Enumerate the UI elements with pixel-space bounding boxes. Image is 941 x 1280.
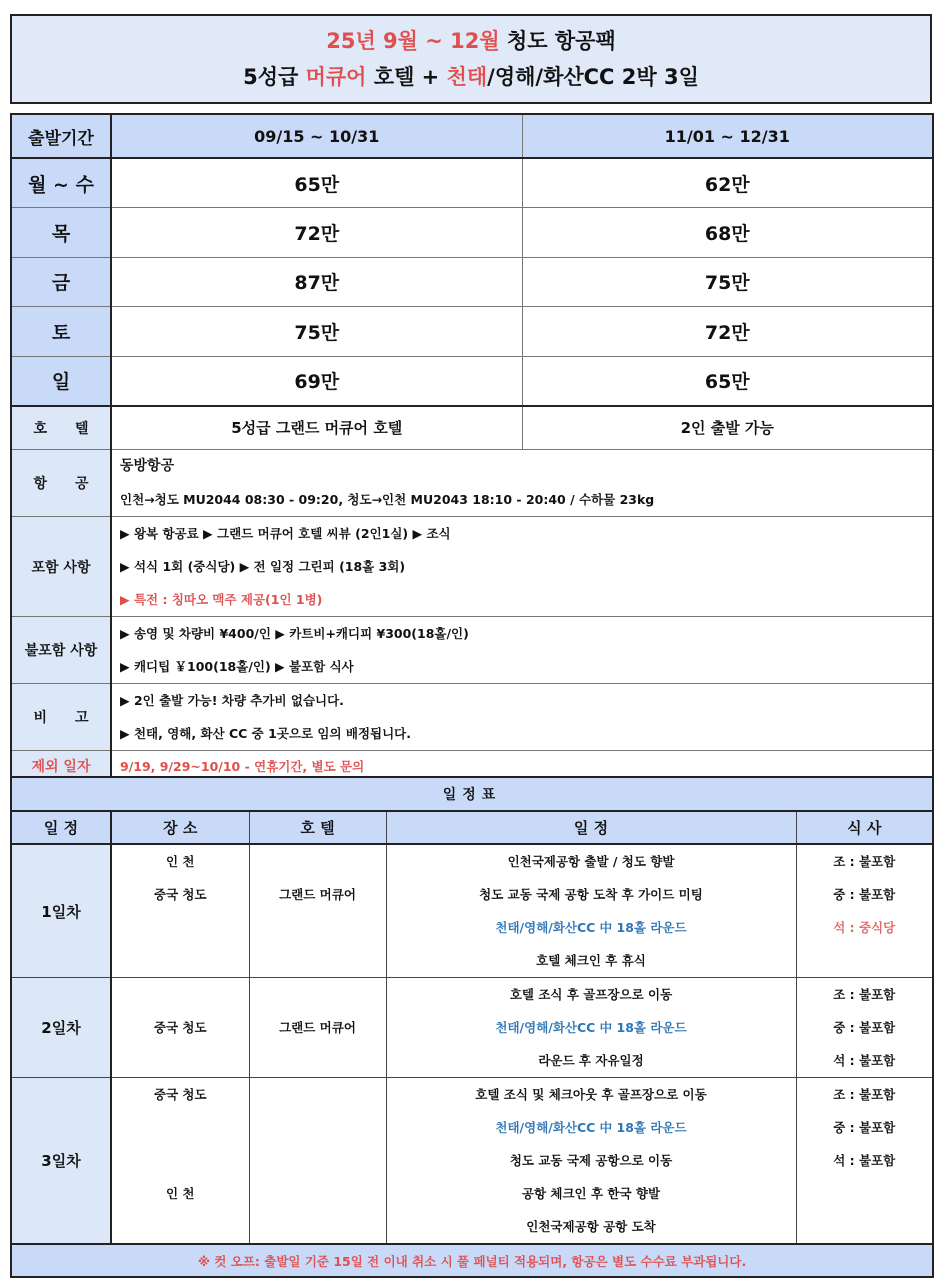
hotel-row (11, 406, 933, 450)
spacer (250, 845, 386, 878)
place (112, 1144, 249, 1177)
meal: 석 : 불포함 (833, 1053, 896, 1068)
itinerary-golf-round: 천태/영해/화산CC 中 18홀 라운드 (495, 1120, 687, 1135)
title-product: 청도 항공팩 (507, 29, 616, 53)
remarks-row (11, 684, 933, 751)
price-cell: 62만 (522, 158, 933, 208)
included-item: ▶ 왕복 항공료 ▶ 그랜드 머큐어 호텔 씨뷰 (2인1실) ▶ 조식 (120, 526, 451, 541)
day-itinerary (386, 844, 796, 978)
price-cell: 69만 (111, 356, 522, 406)
day-hotel (249, 1078, 386, 1245)
day-meals (796, 978, 933, 1078)
remark-item: ▶ 천태, 영해, 화산 CC 중 1곳으로 임의 배정됩니다. (120, 726, 411, 741)
itinerary-item: 공항 체크인 후 한국 향발 (521, 1186, 661, 1201)
included-special: ▶ 특전 : 칭따오 맥주 제공(1인 1병) (120, 592, 323, 607)
price-cell: 68만 (522, 208, 933, 258)
title-text: 5성급 (243, 65, 306, 89)
itinerary-golf-round: 천태/영해/화산CC 中 18홀 라운드 (495, 920, 687, 935)
meal: 중 : 불포함 (833, 1120, 896, 1135)
meal: 조 : 불포함 (833, 1087, 896, 1102)
place: 인 천 (165, 854, 195, 869)
price-cell: 75만 (111, 307, 522, 357)
schedule-title-row (11, 777, 933, 811)
day-label: 목 (11, 208, 111, 258)
excluded-item: ▶ 송영 및 차량비 ¥400/인 ▶ 카트비+캐디피 ¥300(18홀/인) (120, 626, 469, 641)
place: 중국 청도 (153, 1020, 207, 1035)
title-period: 25년 9월 ~ 12월 (326, 29, 500, 53)
meal: 중 : 불포함 (833, 887, 896, 902)
place (112, 1111, 249, 1144)
included-label: 포함 사항 (11, 517, 111, 617)
price-cell: 72만 (522, 307, 933, 357)
day-label: 월 ~ 수 (11, 158, 111, 208)
meal: 조 : 불포함 (833, 987, 896, 1002)
itinerary-item: 호텔 조식 후 골프장으로 이동 (509, 987, 673, 1002)
price-row (11, 208, 933, 258)
exclusion-dates-value: 9/19, 9/29~10/10 - 연휴기간, 별도 문의 (111, 751, 933, 783)
itinerary-golf-round: 천태/영해/화산CC 中 18홀 라운드 (495, 1020, 687, 1035)
day-places (111, 978, 249, 1078)
title-banner (10, 14, 932, 104)
price-cell: 87만 (111, 257, 522, 307)
day-label: 일 (11, 356, 111, 406)
excluded-label: 불포함 사항 (11, 617, 111, 684)
airline-info (111, 450, 933, 517)
day-places (111, 844, 249, 978)
included-info (111, 517, 933, 617)
period-2: 11/01 ~ 12/31 (522, 114, 933, 158)
price-cell: 75만 (522, 257, 933, 307)
meal: 중 : 불포함 (833, 1020, 896, 1035)
day-hotel (249, 844, 386, 978)
place: 중국 청도 (153, 1087, 207, 1102)
remark-item: ▶ 2인 출발 가능! 차량 추가비 없습니다. (120, 693, 344, 708)
itinerary-item: 호텔 체크인 후 휴식 (536, 953, 646, 968)
col-header-place: 장 소 (111, 811, 249, 844)
remarks-info (111, 684, 933, 751)
included-item: ▶ 석식 1회 (중식당) ▶ 전 일정 그린피 (18홀 3회) (120, 559, 406, 574)
title-hotel-highlight: 머큐어 (305, 65, 367, 89)
col-header-itinerary: 일 정 (386, 811, 796, 844)
day-row-1 (11, 844, 933, 978)
included-row (11, 517, 933, 617)
hotel-name: 그랜드 머큐어 (279, 887, 356, 902)
airline-carrier: 동방항공 (120, 458, 175, 474)
day-itinerary (386, 1078, 796, 1245)
day-meals (796, 844, 933, 978)
price-row (11, 356, 933, 406)
cutoff-notice-row (11, 1244, 933, 1277)
price-row (11, 257, 933, 307)
price-cell: 72만 (111, 208, 522, 258)
itinerary-item: 청도 교동 국제 공항으로 이동 (509, 1153, 673, 1168)
airline-flights: 인천→청도 MU2044 08:30 - 09:20, 청도→인천 MU2043 18:10 - 20:40 / 수하물 23kg (120, 492, 655, 507)
title-text: /영해/화산CC 2박 3일 (487, 65, 699, 89)
hotel-label: 호 텔 (11, 406, 111, 450)
hotel-name: 그랜드 머큐어 (279, 1020, 356, 1035)
remarks-label: 비 고 (11, 684, 111, 751)
col-header-hotel: 호 텔 (249, 811, 386, 844)
day-label: 금 (11, 257, 111, 307)
price-table (10, 113, 934, 784)
day-row-2 (11, 978, 933, 1078)
excluded-row (11, 617, 933, 684)
title-line-2 (243, 59, 699, 95)
day-label: 3일차 (11, 1078, 111, 1245)
itinerary-item: 인천국제공항 출발 / 청도 향발 (507, 854, 675, 869)
title-text: 호텔 + (366, 65, 447, 89)
itinerary-item: 호텔 조식 및 체크아웃 후 골프장으로 이동 (475, 1087, 707, 1102)
itinerary-item: 라운드 후 자유일정 (538, 1053, 644, 1068)
period-1: 09/15 ~ 10/31 (111, 114, 522, 158)
day-label: 2일차 (11, 978, 111, 1078)
day-label: 1일차 (11, 844, 111, 978)
schedule-title: 일정표 (11, 777, 933, 811)
day-label: 토 (11, 307, 111, 357)
schedule-table (10, 776, 934, 1278)
price-cell: 65만 (111, 158, 522, 208)
itinerary-item: 인천국제공항 공항 도착 (526, 1219, 656, 1234)
day-row-3 (11, 1078, 933, 1245)
price-row (11, 307, 933, 357)
meal: 석 : 불포함 (833, 1153, 896, 1168)
hotel-name: 5성급 그랜드 머큐어 호텔 (111, 406, 522, 450)
col-header-meals: 식 사 (796, 811, 933, 844)
place: 인 천 (165, 1186, 195, 1201)
meal: 조 : 불포함 (833, 854, 896, 869)
col-header-day: 일 정 (11, 811, 111, 844)
hotel-name (250, 1078, 386, 1111)
title-line-1 (326, 23, 616, 59)
day-places (111, 1078, 249, 1245)
exclusion-dates-label: 제외 일자 (11, 751, 111, 783)
meal-dinner-included: 석 : 중식당 (833, 920, 896, 935)
day-hotel (249, 978, 386, 1078)
title-cc-highlight: 천태 (446, 65, 488, 89)
price-header-row (11, 114, 933, 158)
price-row (11, 158, 933, 208)
place: 중국 청도 (153, 887, 207, 902)
day-itinerary (386, 978, 796, 1078)
day-meals (796, 1078, 933, 1245)
hotel-note: 2인 출발 가능 (522, 406, 933, 450)
cutoff-notice: ※ 컷 오프: 출발일 기준 15일 전 이내 취소 시 풀 페널티 적용되며, 항공은 별도 수수료 부과됩니다. (11, 1244, 933, 1277)
excluded-item: ▶ 캐디팁 ￥100(18홀/인) ▶ 불포함 식사 (120, 659, 354, 674)
itinerary-item: 청도 교동 국제 공항 도착 후 가이드 미팅 (479, 887, 703, 902)
excluded-info (111, 617, 933, 684)
airline-label: 항 공 (11, 450, 111, 517)
schedule-column-headers (11, 811, 933, 844)
airline-row (11, 450, 933, 517)
price-cell: 65만 (522, 356, 933, 406)
departure-period-label: 출발기간 (11, 114, 111, 158)
